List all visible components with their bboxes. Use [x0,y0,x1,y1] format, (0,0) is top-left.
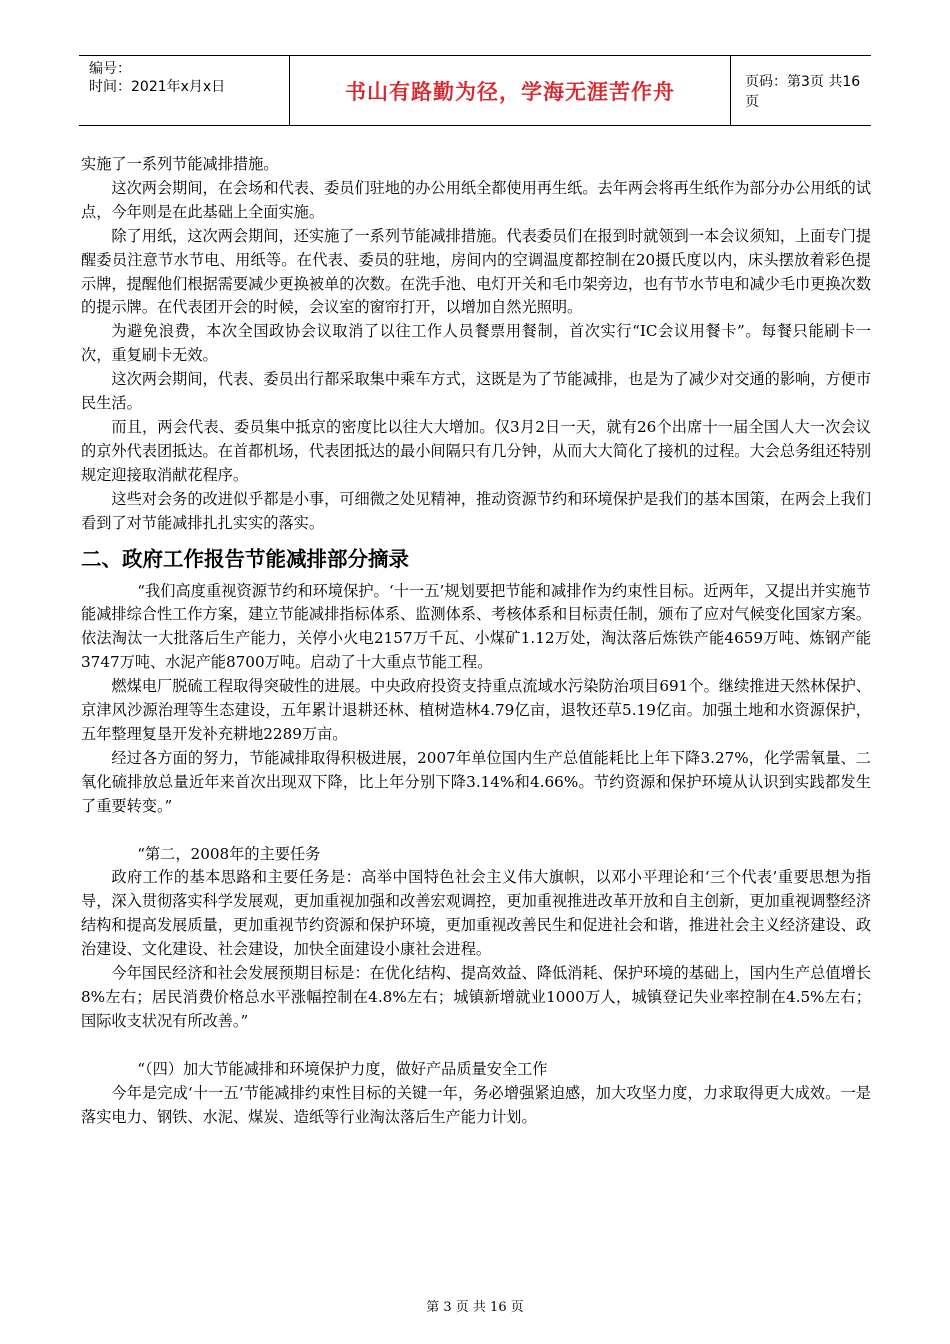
section-heading: 二、政府工作报告节能减排部分摘录 [81,546,409,571]
paragraph: 实施了一系列节能减排措施。 [81,155,279,173]
paragraph: 今年是完成‘十一五’节能减排约束性目标的关键一年，务必增强紧迫感，加大攻坚力度，力求取得更大成效。一是落实电力、钢铁、水泥、煤炭、造纸等行业淘汰落后生产能力计划。 [81,1083,871,1126]
document-number-label: 编号： [89,61,131,77]
paragraph: 为避免浪费，本次全国政协会议取消了以往工作人员餐票用餐制，首次实行“IC会议用餐卡”。每餐只能刷卡一次，重复刷卡无效。 [81,322,871,365]
spacer [81,819,871,843]
paragraph: “我们高度重视资源节约和环境保护。‘十一五’规划要把节能和减排作为约束性目标。近两年，又提出并实施节能减排综合性工作方案，建立节能减排指标体系、监测体系、考核体系和目标责任制，颁布了应对气候变化国家方案。依法淘汰一大批落后生产能力，关停小火电2157万千瓦、小煤矿1.12万处，淘汰落后炼铁产能4659万吨、炼钢产能3747万吨、水泥产能8700万吨。启动了十大重点节能工程。 [81,581,871,672]
document-time-label: 时间：2021年x月x日 [89,79,226,95]
paragraph: 这些对会务的改进似乎都是小事，可细微之处见精神，推动资源节约和环境保护是我们的基本国策，在两会上我们看到了对节能减排扎扎实实的落实。 [81,489,871,532]
header-meta [79,56,289,125]
paragraph: 除了用纸，这次两会期间，还实施了一系列节能减排措施。代表委员们在报到时就领到一本会议须知，上面专门提醒委员注意节水节电、用纸等。在代表、委员的驻地，房间内的空调温度都控制在20摄氏度以内，床头摆放着彩色提示牌，提醒他们根据需要减少更换被单的次数。在洗手池、电灯开关和毛巾架旁边，也有节水节电和减少毛巾更换次数的提示牌。在代表团开会的时候，会议室的窗帘打开，以增加自然光照明。 [81,226,871,317]
document-body [81,153,871,1130]
paragraph: 今年国民经济和社会发展预期目标是：在优化结构、提高效益、降低消耗、保护环境的基础上，国内生产总值增长8%左右；居民消费价格总水平涨幅控制在4.8%左右；城镇新增就业1000万人，城镇登记失业率控制在4.5%左右；国际收支状况有所改善。” [81,964,871,1030]
paragraph: “第二，2008年的主要任务 [137,844,321,863]
paragraph: 这次两会期间，代表、委员出行都采取集中乘车方式，这既是为了节能减排，也是为了减少对交通的影响，方便市民生活。 [81,370,871,413]
paragraph: 而且，两会代表、委员集中抵京的密度比以往大大增加。仅3月2日一天，就有26个出席十一届全国人大一次会议的京外代表团抵达。在首都机场，代表团抵达的最小间隔只有几分钟，从而大大简化了接机的过程。大会总务组还特别规定迎接取消献花程序。 [81,417,871,484]
paragraph: 政府工作的基本思路和主要任务是：高举中国特色社会主义伟大旗帜，以邓小平理论和‘三个代表’重要思想为指导，深入贯彻落实科学发展观，更加重视加强和改善宏观调控，更加重视推进改革开放和自主创新，更加重视调整经济结构和提高发展质量，更加重视节约资源和保护环境，更加重视改善民生和促进社会和谐，推进社会主义经济建设、政治建设、文化建设、社会建设，加快全面建设小康社会进程。 [81,868,871,959]
paragraph: 燃煤电厂脱硫工程取得突破性的进展。中央政府投资支持重点流域水污染防治项目691个。继续推进天然林保护、京津风沙源治理等生态建设，五年累计退耕还林、植树造林4.79亿亩，退牧还草5.19亿亩。加强土地和水资源保护，五年整理复垦开发补充耕地2289万亩。 [81,677,871,743]
page-header [79,55,871,126]
paragraph: “（四）加大节能减排和环境保护力度，做好产品质量安全工作 [137,1059,548,1078]
page-footer: 第 3 页 共 16 页 [426,1300,524,1315]
paragraph: 这次两会期间，在会场和代表、委员们驻地的办公用纸全都使用再生纸。去年两会将再生纸作为部分办公用纸的试点，今年则是在此基础上全面实施。 [81,178,871,221]
spacer [81,1034,871,1058]
header-motto-cell [289,56,731,125]
header-page-info: 页码：第3页 共16页 [745,73,861,110]
paragraph: 经过各方面的努力，节能减排取得积极进展，2007年单位国内生产总值能耗比上年下降3.27%，化学需氧量、二氧化硫排放总量近年来首次出现双下降，比上年分别下降3.14%和4.66%。节约资源和保护环境从认识到实践都发生了重要转变。” [81,748,871,815]
header-motto: 书山有路勤为径，学海无涯苦作舟 [345,79,675,104]
